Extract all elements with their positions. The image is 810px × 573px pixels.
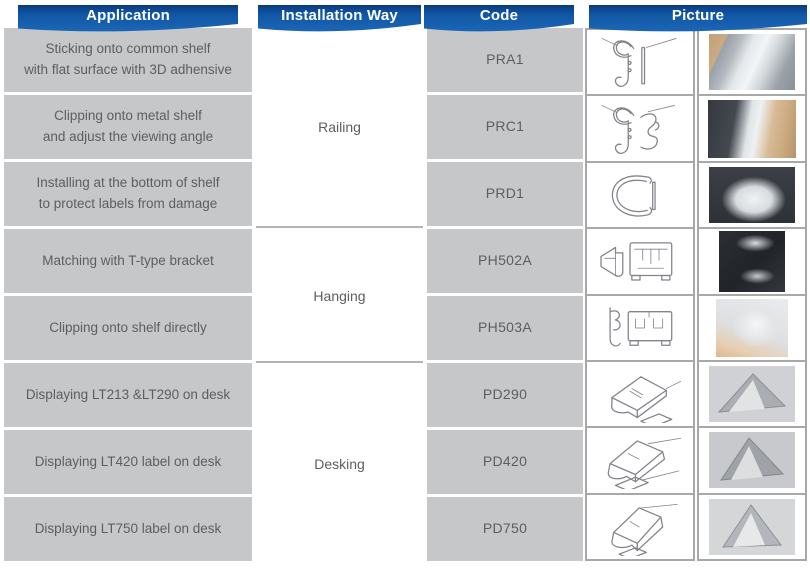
desk-stand-lt420-photo: [709, 432, 795, 488]
application-cell: [4, 162, 252, 226]
hand-holding-shelf-clip-photo: [716, 299, 788, 357]
header-code-label: Code: [479, 7, 519, 24]
photo-cell: [699, 94, 805, 160]
hand-holding-clear-label-strip-photo: [709, 34, 795, 90]
drawing-cell: [587, 426, 693, 492]
way-label: Desking: [314, 456, 365, 472]
code-cell: PD750: [427, 497, 583, 561]
application-cell: [4, 363, 252, 427]
application-text: with flat surface with 3D adhensive: [24, 62, 232, 77]
photo-cell: [699, 227, 805, 293]
way-cell-hanging: [256, 230, 423, 363]
application-cell: [4, 296, 252, 360]
code-cell: PRA1: [427, 28, 583, 92]
application-text: and adjust the viewing angle: [42, 129, 214, 144]
header-installation-way-label: Installation Way: [281, 7, 398, 24]
prc1-rail-clip-profile-icon: [590, 100, 690, 158]
drawing-cell: [587, 227, 693, 293]
application-text: Matching with T-type bracket: [42, 252, 214, 268]
code-cell: PD290: [427, 363, 583, 427]
way-cell-desking: [256, 365, 423, 563]
application-cell: [4, 229, 252, 293]
code-cell: PRC1: [427, 95, 583, 159]
code-column: [427, 28, 583, 564]
application-text: Clipping onto shelf directly: [49, 319, 207, 335]
header-picture: [589, 5, 807, 36]
application-cell: [4, 95, 252, 159]
clear-guard-holder-photo: [709, 167, 795, 223]
photo-cell: [699, 493, 805, 559]
drawing-cell: [587, 30, 693, 94]
header-application-label: Application: [86, 7, 170, 24]
installation-way-column: [256, 28, 423, 563]
header-picture-label: Picture: [671, 7, 725, 24]
application-text: Installing at the bottom of shelf: [36, 175, 220, 191]
application-column: [4, 28, 252, 564]
application-cell: [4, 497, 252, 561]
way-label: Hanging: [313, 287, 366, 304]
photo-cell: [699, 30, 805, 94]
code-cell: PRD1: [427, 162, 583, 226]
picture-drawing-column: [585, 28, 695, 561]
picture-photo-column: [697, 28, 807, 561]
hanging-bracket-on-rail-photo: [719, 231, 785, 292]
header-installation-way: [258, 5, 421, 36]
desk-stand-lt290-photo: [709, 366, 795, 422]
application-text: Displaying LT420 label on desk: [34, 453, 222, 469]
pd420-desk-stand-icon: [590, 431, 690, 489]
drawing-cell: [587, 161, 693, 227]
header-application: [18, 5, 238, 36]
photo-cell: [699, 161, 805, 227]
desk-stand-lt750-photo: [709, 499, 795, 555]
application-cell: [4, 28, 252, 92]
photo-cell: [699, 294, 805, 360]
application-text: Displaying LT750 label on desk: [34, 520, 222, 536]
prd1-bottom-guard-profile-icon: [590, 166, 690, 224]
way-label: Railing: [318, 119, 361, 135]
drawing-cell: [587, 360, 693, 426]
ph502a-t-bracket-frame-icon: [590, 232, 690, 290]
application-text: Displaying LT213 &LT290 on desk: [25, 386, 231, 402]
way-cell-railing: [256, 28, 423, 228]
drawing-cell: [587, 493, 693, 559]
photo-cell: [699, 426, 805, 492]
application-cell: [4, 430, 252, 494]
code-cell: PD420: [427, 430, 583, 494]
drawing-cell: [587, 94, 693, 160]
code-cell: PH502A: [427, 229, 583, 293]
application-text: to protect labels from damage: [38, 196, 218, 211]
hand-clipping-holder-onto-shelf-photo: [708, 100, 796, 158]
header-code: [424, 5, 574, 36]
application-text: Sticking onto common shelf: [45, 41, 211, 57]
application-text: Clipping onto metal shelf: [54, 108, 202, 124]
drawing-cell: [587, 294, 693, 360]
pd750-desk-stand-icon: [590, 498, 690, 556]
code-cell: PH503A: [427, 296, 583, 360]
pra1-rail-hook-profile-icon: [590, 33, 690, 91]
pd290-desk-stand-icon: [590, 365, 690, 423]
ph503a-shelf-clip-frame-icon: [590, 299, 690, 357]
photo-cell: [699, 360, 805, 426]
